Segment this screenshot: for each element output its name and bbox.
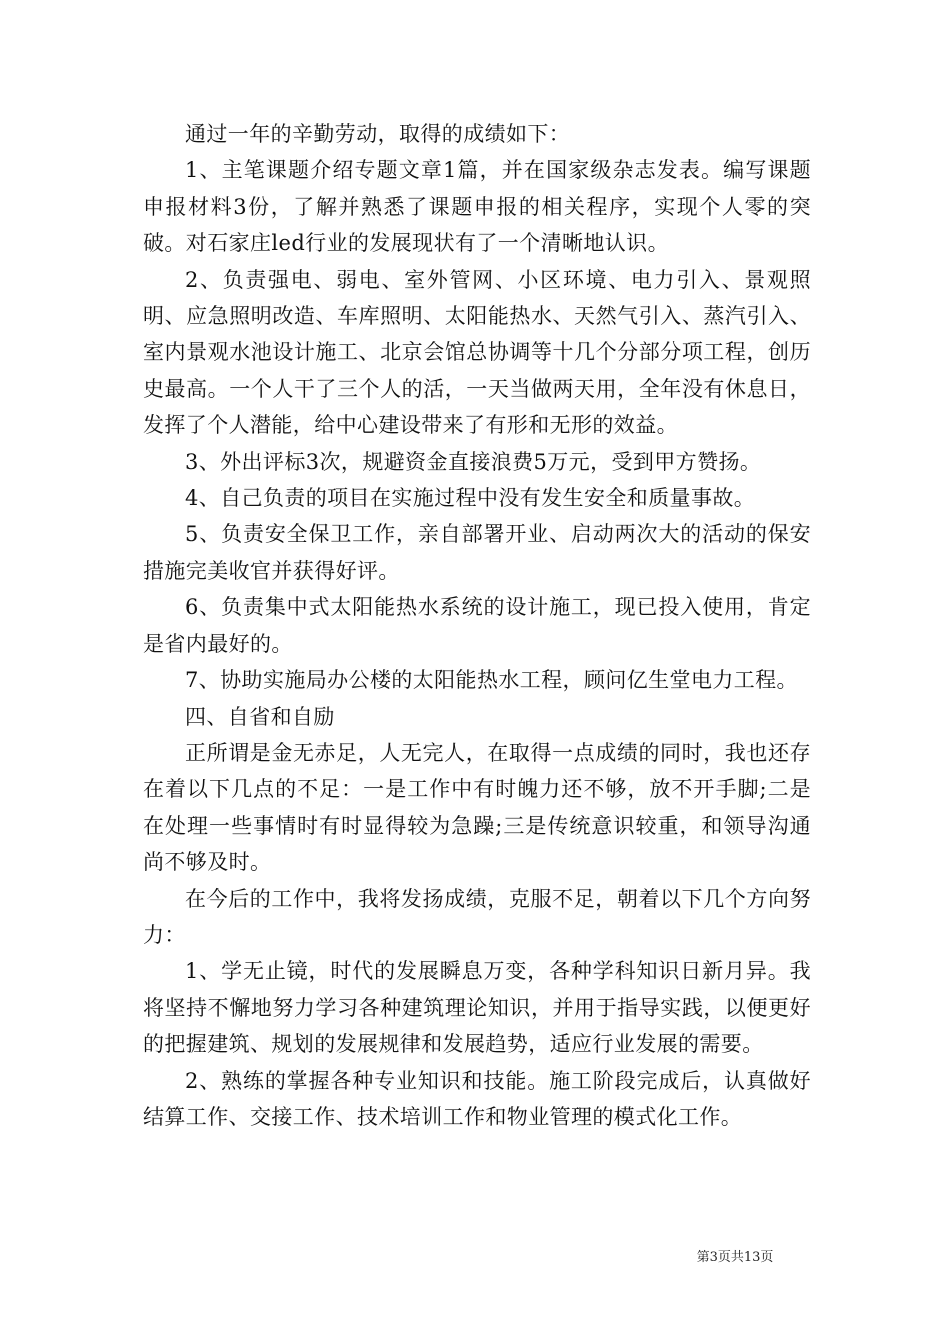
paragraph-future-intro: 在今后的工作中，我将发扬成绩，克服不足，朝着以下几个方向努力： <box>143 886 811 947</box>
paragraph-goal-1: 1、学无止镜，时代的发展瞬息万变，各种学科知识日新月异。我将坚持不懈地努力学习各种建筑理论知识，并用于指导实践，以便更好的把握建筑、规划的发展规律和发展趋势，适应行业发展的需要。 <box>143 959 811 1057</box>
paragraph-achievement-5: 5、负责安全保卫工作，亲自部署开业、启动两次大的活动的保安措施完美收官并获得好评。 <box>143 522 811 583</box>
paragraph-achievement-7: 7、协助实施局办公楼的太阳能热水工程，顾问亿生堂电力工程。 <box>185 668 798 693</box>
paragraph-achievement-3: 3、外出评标3次，规避资金直接浪费5万元，受到甲方赞扬。 <box>185 449 762 474</box>
paragraph-achievement-6: 6、负责集中式太阳能热水系统的设计施工，现已投入使用，肯定是省内最好的。 <box>143 595 811 656</box>
paragraph-shortcomings: 正所谓是金无赤足，人无完人，在取得一点成绩的同时，我也还存在着以下几点的不足：一是工作中有时魄力还不够，放不开手脚;二是在处理一些事情时有时显得较为急躁;三是传统意识较重，和领导沟通尚不够及时。 <box>143 740 811 875</box>
paragraph-achievement-1: 1、主笔课题介绍专题文章1篇，并在国家级杂志发表。编写课题申报材料3份，了解并熟悉了课题申报的相关程序，实现个人零的突破。对石家庄led行业的发展现状有了一个清晰地认识。 <box>143 158 811 256</box>
paragraph-intro: 通过一年的辛勤劳动，取得的成绩如下： <box>185 122 571 146</box>
document-body <box>143 116 811 1135</box>
paragraph-goal-2: 2、熟练的掌握各种专业知识和技能。施工阶段完成后，认真做好结算工作、交接工作、技术培训工作和物业管理的模式化工作。 <box>143 1068 811 1129</box>
paragraph-achievement-2: 2、负责强电、弱电、室外管网、小区环境、电力引入、景观照明、应急照明改造、车库照明、太阳能热水、天然气引入、蒸汽引入、室内景观水池设计施工、北京会馆总协调等十几个分部分项工程，创历史最高。一个人干了三个人的活，一天当做两天用，全年没有休息日，发挥了个人潜能，给中心建设带来了有形和无形的效益。 <box>143 267 811 438</box>
paragraph-achievement-4: 4、自己负责的项目在实施过程中没有发生安全和质量事故。 <box>185 486 756 511</box>
section-heading-self-reflection: 四、自省和自励 <box>185 704 335 729</box>
page-number: 第3页共13页 <box>696 1250 774 1265</box>
